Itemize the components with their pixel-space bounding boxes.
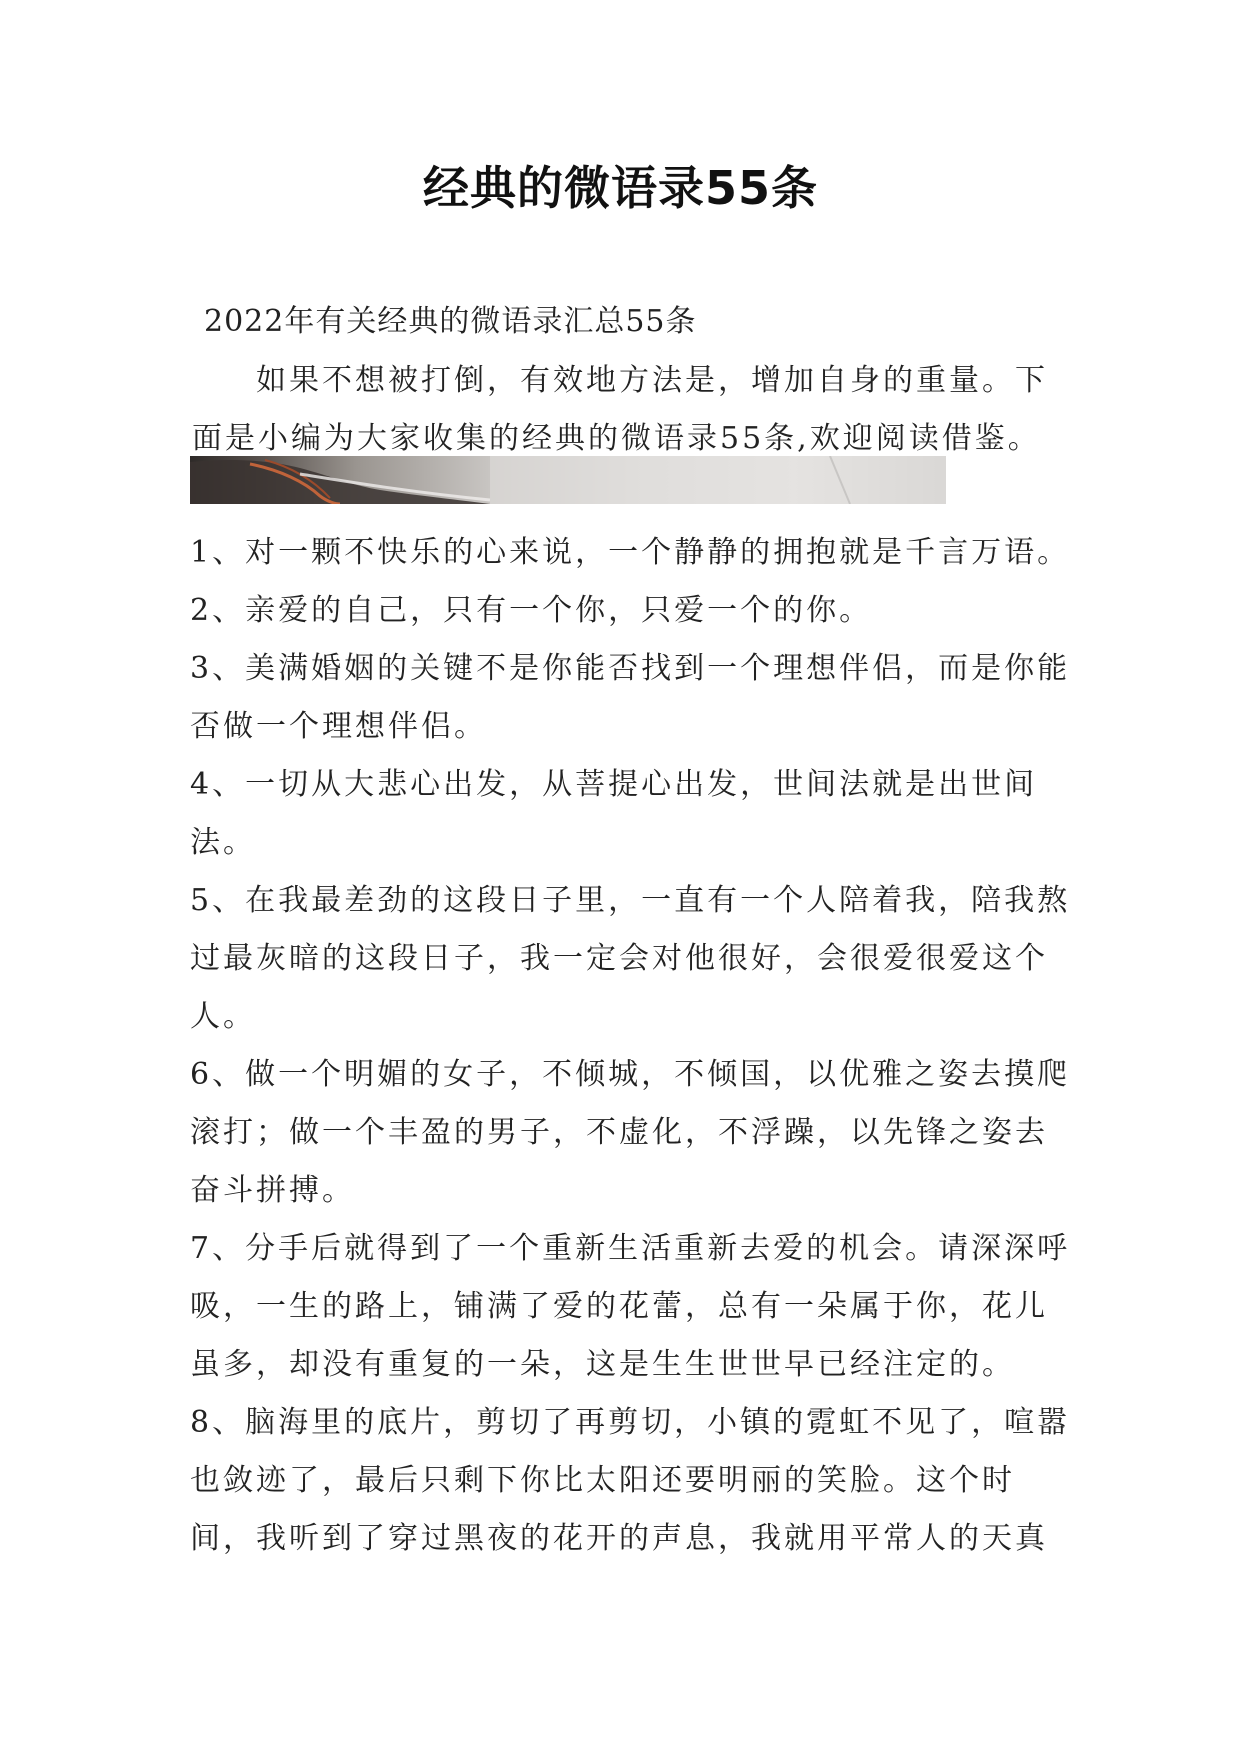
document-title: 经典的微语录55条 [422, 161, 818, 215]
quote-item-4: 4、一切从大悲心出发，从菩提心出发，世间法就是出世间法。 [190, 767, 1038, 860]
intro-paragraph: 如果不想被打倒，有效地方法是，增加自身的重量。下面是小编为大家收集的经典的微语录55条,欢迎阅读借鉴。 [192, 363, 1048, 456]
quote-list [190, 524, 1080, 1568]
decorative-banner-image [190, 456, 946, 504]
document-subtitle: 2022年有关经典的微语录汇总55条 [204, 304, 697, 339]
quote-item-8: 8、脑海里的底片，剪切了再剪切，小镇的霓虹不见了，喧嚣也敛迹了，最后只剩下你比太阳还要明丽的笑脸。这个时间，我听到了穿过黑夜的花开的声息，我就用平常人的天真 [190, 1405, 1071, 1556]
quote-item-3: 3、美满婚姻的关键不是你能否找到一个理想伴侣，而是你能否做一个理想伴侣。 [190, 651, 1071, 744]
quote-item-5: 5、在我最差劲的这段日子里，一直有一个人陪着我，陪我熬过最灰暗的这段日子，我一定会对他很好，会很爱很爱这个人。 [190, 883, 1071, 1034]
quote-item-7: 7、分手后就得到了一个重新生活重新去爱的机会。请深深呼吸，一生的路上，铺满了爱的花蕾，总有一朵属于你，花儿虽多，却没有重复的一朵，这是生生世世早已经注定的。 [190, 1231, 1071, 1382]
quote-item-1: 1、对一颗不快乐的心来说，一个静静的拥抱就是千言万语。 [190, 535, 1071, 570]
quote-item-6: 6、做一个明媚的女子，不倾城，不倾国，以优雅之姿去摸爬滚打；做一个丰盈的男子，不虚化，不浮躁，以先锋之姿去奋斗拼搏。 [190, 1057, 1071, 1208]
quote-item-2: 2、亲爱的自己，只有一个你，只爱一个的你。 [190, 593, 873, 628]
book-page-curl-illustration [190, 456, 946, 504]
